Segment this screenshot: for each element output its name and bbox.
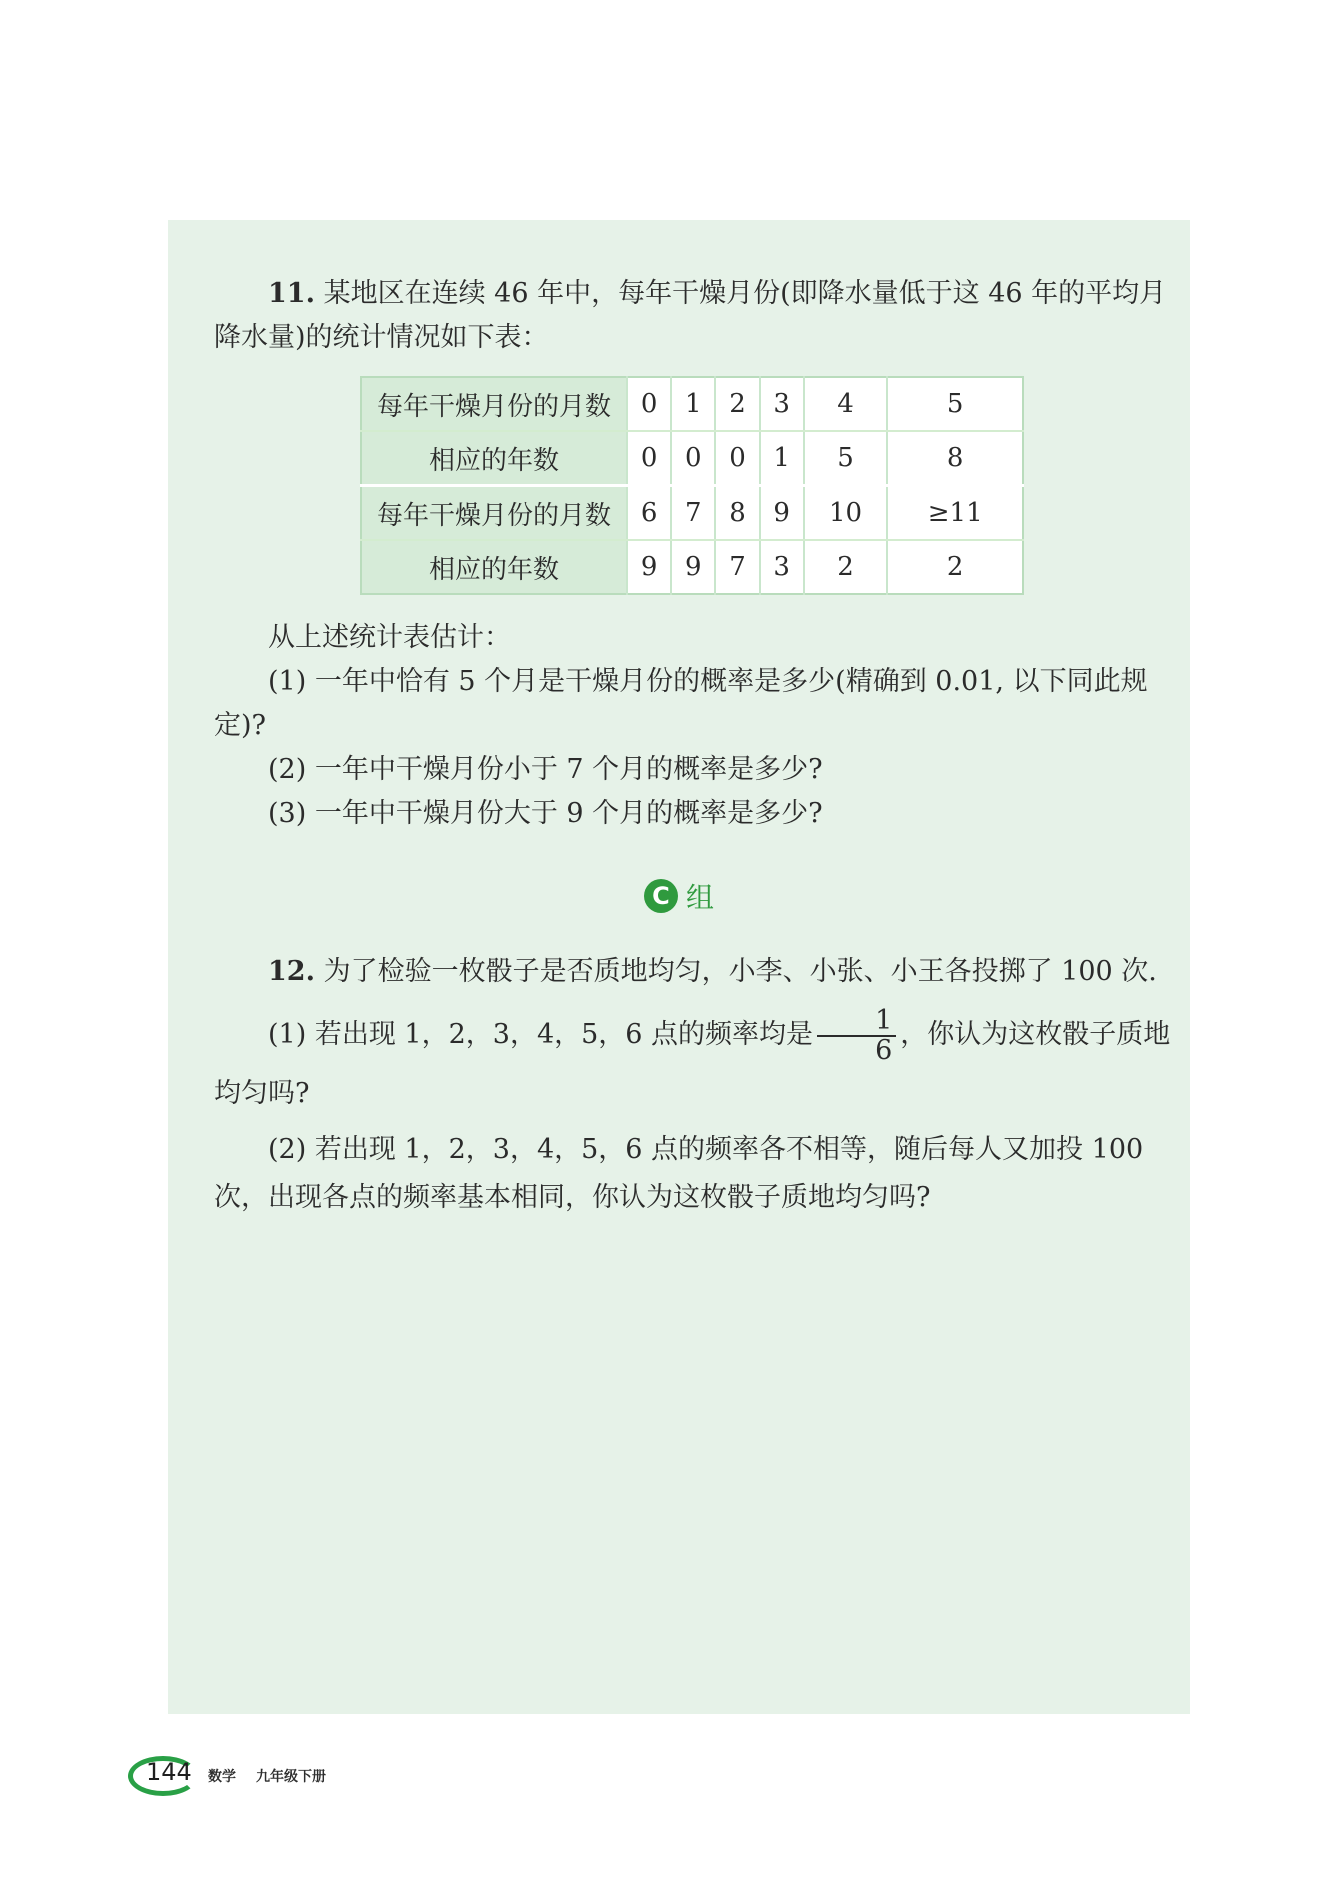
group-c-label: 组 xyxy=(685,881,714,914)
group-c-heading xyxy=(168,876,1190,916)
table-cell: ≥11 xyxy=(887,486,1023,541)
table-cell: 8 xyxy=(715,486,759,541)
row-label: 相应的年数 xyxy=(361,540,627,594)
table-cell: 0 xyxy=(627,377,671,431)
content-panel xyxy=(168,220,1190,1714)
table-cell: 2 xyxy=(887,540,1023,594)
page-footer xyxy=(128,1752,528,1802)
table-cell: 3 xyxy=(760,540,804,594)
table-cell: 7 xyxy=(671,486,715,541)
group-c-badge: C xyxy=(644,879,678,913)
page-number: 144 xyxy=(146,1758,192,1786)
footer-grade: 九年级下册 xyxy=(256,1769,326,1785)
table-cell: 5 xyxy=(887,377,1023,431)
fraction-denominator: 6 xyxy=(875,1034,893,1066)
table-cell: 9 xyxy=(760,486,804,541)
table-cell: 9 xyxy=(627,540,671,594)
dry-months-table xyxy=(360,376,1024,595)
fraction-one-sixth xyxy=(817,1004,896,1066)
table-cell: 0 xyxy=(671,431,715,486)
table-cell: 3 xyxy=(760,377,804,431)
table-row xyxy=(361,486,1023,541)
table-cell: 0 xyxy=(627,431,671,486)
table-cell: 5 xyxy=(804,431,888,486)
row-label: 每年干燥月份的月数 xyxy=(361,486,627,541)
table-cell: 7 xyxy=(715,540,759,594)
problem-11-intro xyxy=(214,272,1172,360)
problem-12-text: 为了检验一枚骰子是否质地均匀，小李、小张、小王各投掷了 100 次. xyxy=(323,956,1157,987)
problem-12-q2: (2) 若出现 1，2，3，4，5，6 点的频率各不相等，随后每人又加投 100 次，出现各点的频率基本相同，你认为这枚骰子质地均匀吗? xyxy=(214,1134,1144,1213)
table-cell: 0 xyxy=(715,431,759,486)
problem-11-q3: (3) 一年中干燥月份大于 9 个月的概率是多少? xyxy=(268,798,823,829)
problem-12-q1 xyxy=(214,1006,1172,1123)
table-cell: 1 xyxy=(671,377,715,431)
table-cell: 10 xyxy=(804,486,888,541)
problem-11-text: 某地区在连续 46 年中，每年干燥月份(即降水量低于这 46 年的平均月降水量)的统计情况如下表： xyxy=(214,278,1167,353)
row-label: 每年干燥月份的月数 xyxy=(361,377,627,431)
table-cell: 6 xyxy=(627,486,671,541)
problem-11-q2: (2) 一年中干燥月份小于 7 个月的概率是多少? xyxy=(268,754,823,785)
problem-12-intro xyxy=(214,950,1172,994)
table-cell: 8 xyxy=(887,431,1023,486)
footer-subject: 数学 xyxy=(208,1769,236,1785)
table-row xyxy=(361,540,1023,594)
table-cell: 2 xyxy=(804,540,888,594)
table-cell: 2 xyxy=(715,377,759,431)
row-label: 相应的年数 xyxy=(361,431,627,486)
q1-before: (1) 若出现 1，2，3，4，5，6 点的频率均是 xyxy=(268,1019,814,1050)
table-cell: 1 xyxy=(760,431,804,486)
problem-11-q1: (1) 一年中恰有 5 个月是干燥月份的概率是多少(精确到 0.01, 以下同此规定)? xyxy=(214,666,1148,741)
table-cell: 4 xyxy=(804,377,888,431)
table-row xyxy=(361,377,1023,431)
fraction-numerator: 1 xyxy=(817,1007,896,1037)
problem-12-number: 12. xyxy=(268,956,315,987)
q1-after: ，你认为这枚骰子质地均匀吗? xyxy=(214,1019,1171,1109)
problem-11-number: 11. xyxy=(268,278,315,309)
estimate-line: 从上述统计表估计： xyxy=(268,622,511,653)
table-cell: 9 xyxy=(671,540,715,594)
table-row xyxy=(361,431,1023,486)
